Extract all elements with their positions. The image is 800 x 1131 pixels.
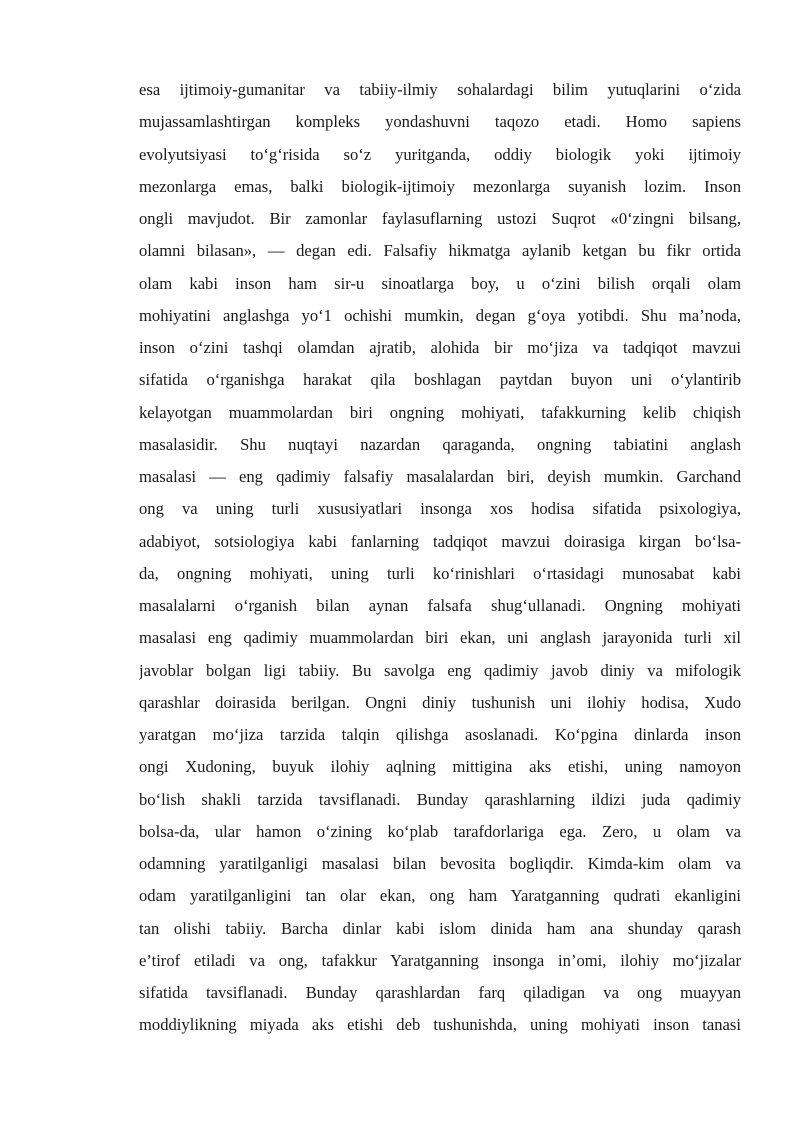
text-line: bolsa-da, ular hamon o‘zining ko‘plab tarafdorlariga ega. Zero, u olam va	[139, 821, 741, 841]
text-line: ong va uning turli xususiyatlari insonga xos hodisa sifatida psixologiya,	[139, 499, 741, 519]
text-line: inson o‘zini tashqi olamdan ajratib, alohida bir mo‘jiza va tadqiqot mavzui	[139, 338, 741, 357]
text-line: yaratgan mo‘jiza tarzida talqin qilishga asoslanadi. Ko‘pgina dinlarda inson	[139, 725, 741, 744]
text-line: masalalarni o‘rganish bilan aynan falsafa shug‘ullanadi. Ongning mohiyati	[139, 596, 741, 615]
text-line: adabiyot, sotsiologiya kabi fanlarning tadqiqot mavzui doirasiga kirgan bo‘lsa-	[139, 531, 741, 551]
text-line: ongli mavjudot. Bir zamonlar faylasuflarning ustozi Suqrot «0‘zingni bilsang,	[139, 209, 741, 228]
text-line: masalasi — eng qadimiy falsafiy masalalardan biri, deyish mumkin. Garchand	[139, 467, 741, 486]
text-line: da, ongning mohiyati, uning turli ko‘rinishlari o‘rtasidagi munosabat kabi	[139, 563, 741, 583]
text-line: olamni bilasan», — degan edi. Falsafiy hikmatga aylanib ketgan bu fikr ortida	[139, 241, 741, 261]
text-line: mohiyatini anglashga yo‘1 ochishi mumkin, degan g‘oya yotibdi. Shu ma’noda,	[139, 305, 741, 325]
text-line: e’tirof etiladi va ong, tafakkur Yaratganning insonga in’omi, ilohiy mo‘jizalar	[139, 950, 741, 970]
text-line: masalasi eng qadimiy muammolardan biri ekan, uni anglash jarayonida turli xil	[139, 628, 741, 648]
text-line: moddiylikning miyada aks etishi deb tushunishda, uning mohiyati inson tanasi	[139, 1015, 741, 1035]
text-line: odam yaratilganligini tan olar ekan, ong ham Yaratganning qudrati ekanligini	[139, 886, 741, 906]
text-line: odamning yaratilganligi masalasi bilan bevosita bogliqdir. Kimda-kim olam va	[139, 854, 741, 873]
text-line: javoblar bolgan ligi tabiiy. Bu savolga eng qadimiy javob diniy va mifologik	[139, 660, 741, 680]
text-line: mujassamlashtirgan kompleks yondashuvni taqozo etadi. Homo sapiens	[139, 112, 741, 132]
text-line: evolyutsiyasi to‘g‘risida so‘z yuritganda, oddiy biologik yoki ijtimoiy	[139, 144, 741, 164]
text-line: esa ijtimoiy-gumanitar va tabiiy-ilmiy sohalardagi bilim yutuqlarini o‘zida	[139, 80, 741, 99]
text-line: bo‘lish shakli tarzida tavsiflanadi. Bunday qarashlarning ildizi juda qadimiy	[139, 789, 741, 809]
text-line: mezonlarga emas, balki biologik-ijtimoiy mezonlarga suyanish lozim. Inson	[139, 176, 741, 196]
text-line: masalasidir. Shu nuqtayi nazardan qaraganda, ongning tabiatini anglash	[139, 434, 741, 454]
text-line: olam kabi inson ham sir-u sinoatlarga boy, u o‘zini bilish orqali olam	[139, 273, 741, 293]
text-line: kelayotgan muammolardan biri ongning mohiyati, tafakkurning kelib chiqish	[139, 402, 741, 422]
text-line: qarashlar doirasida berilgan. Ongni diniy tushunish uni ilohiy hodisa, Xudo	[139, 692, 741, 712]
body-text	[139, 74, 741, 1042]
text-line: sifatida tavsiflanadi. Bunday qarashlardan farq qiladigan va ong muayyan	[139, 983, 741, 1002]
text-line: tan olishi tabiiy. Barcha dinlar kabi islom dinida ham ana shunday qarash	[139, 918, 741, 938]
text-line: sifatida o‘rganishga harakat qila boshlagan paytdan buyon uni o‘ylantirib	[139, 370, 741, 390]
text-line: ongi Xudoning, buyuk ilohiy aqlning mittigina aks etishi, uning namoyon	[139, 757, 741, 777]
